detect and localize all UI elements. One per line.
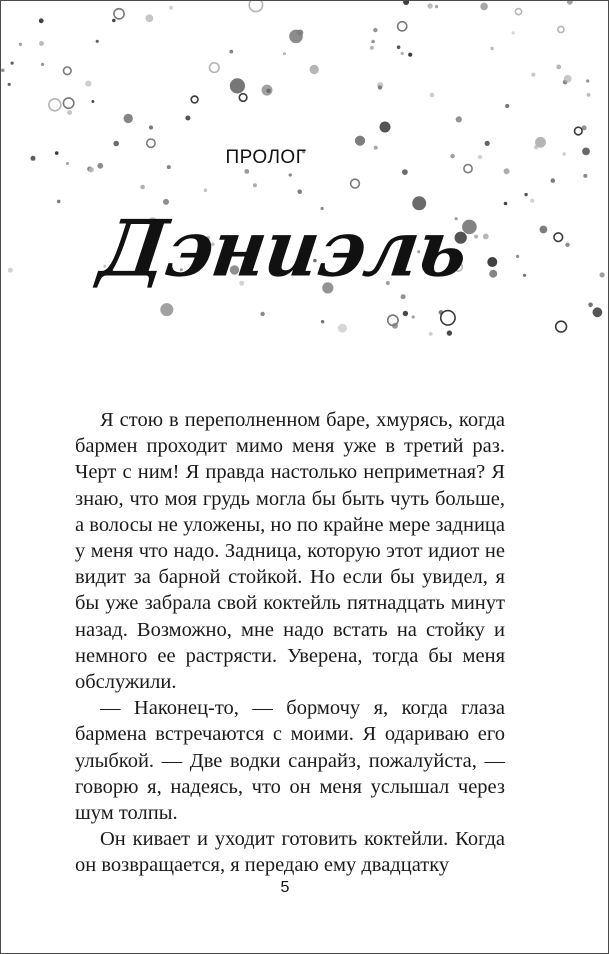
paragraph: Он кивает и уходит готовить коктейли. Когда он возвращается, я передаю ему двадцатку [75,828,505,877]
chapter-label: ПРОЛОГ [225,147,307,168]
paint-splatter-decoration [1,1,609,361]
paragraph: Я стою в переполненном баре, хмурясь, когда бармен проходит мимо меня уже в третий раз. Черт с ним! Я правда настолько неприметная? Я знаю, что моя грудь могла бы быть чуть больше, а волосы не уложены, но по крайне мере задница у меня что надо. Задница, которую этот идиот не видит за барной стойкой. Но если бы увидел, я бы уже забрала свой коктейль пятнадцать минут назад. Возможно, мне надо встать на стойку и немного ее растрясти. Уверена, тогда бы меня обслужили. [75,409,505,694]
body-text [75,407,505,879]
paragraph: — Наконец-то, — бормочу я, когда глаза бармена встречаются с моими. Я одариваю его улыбкой. — Две водки санрайз, пожалуйста, — говорю я, надеясь, что он меня услышал через шум толпы. [75,697,505,825]
page-number: 5 [280,879,290,896]
chapter-title: Дэниэль [94,203,473,295]
